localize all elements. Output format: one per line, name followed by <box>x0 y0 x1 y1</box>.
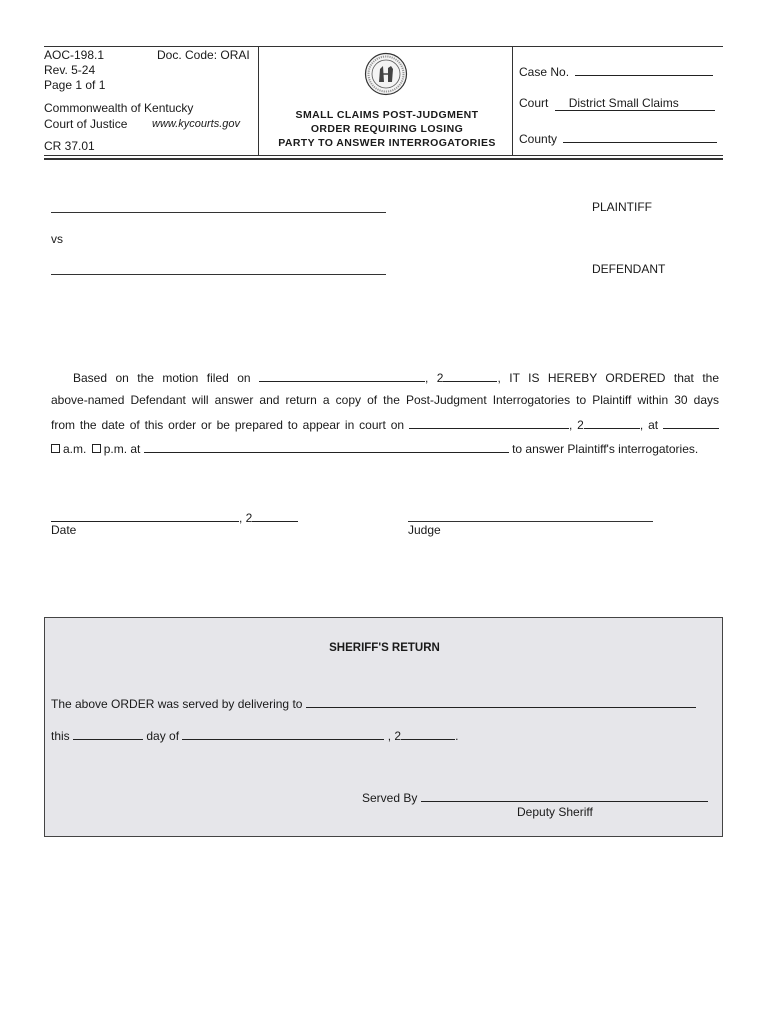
motion-year-field[interactable] <box>443 370 497 382</box>
case-number-row <box>519 64 713 79</box>
form-title-line-3: PARTY TO ANSWER INTERROGATORIES <box>278 137 496 149</box>
service-month-field[interactable] <box>182 728 384 740</box>
date-label: Date <box>51 523 77 537</box>
form-title-line-1: SMALL CLAIMS POST-JUDGMENT <box>295 109 479 121</box>
revision: Rev. 5-24 <box>44 63 96 77</box>
sheriffs-return-heading: SHERIFF'S RETURN <box>329 642 440 654</box>
served-by-field[interactable] <box>421 790 708 802</box>
website-link[interactable]: www.kycourts.gov <box>152 118 241 130</box>
header-bottom-rule-2 <box>44 158 723 160</box>
form-title-line-2: ORDER REQUIRING LOSING <box>310 123 464 135</box>
judge-signature-field[interactable] <box>408 521 653 522</box>
order-line-1 <box>51 370 719 385</box>
appearance-time-field[interactable] <box>663 417 719 429</box>
order-closing-text: to answer Plaintiff's interrogatories. <box>512 442 699 456</box>
service-year-prefix: , 2 <box>387 729 402 743</box>
service-day-field[interactable] <box>73 728 143 740</box>
order-motion-text: Based on the motion filed on <box>73 371 251 385</box>
signature-date-field[interactable] <box>51 510 239 522</box>
order-line-3 <box>51 417 719 432</box>
county-label: County <box>519 132 558 146</box>
am-label: a.m. <box>63 442 87 456</box>
court-field[interactable] <box>555 96 715 111</box>
pm-label: p.m. at <box>103 442 141 456</box>
defendant-label: DEFENDANT <box>592 262 666 276</box>
signature-year-prefix: , 2 <box>239 511 253 525</box>
court-value: District Small Claims <box>568 96 679 110</box>
judge-label: Judge <box>408 523 441 537</box>
served-delivering-row <box>51 696 696 711</box>
header-top-rule <box>44 46 723 47</box>
appearance-date-field[interactable] <box>409 417 569 429</box>
case-number-field[interactable] <box>575 64 713 76</box>
doc-code: Doc. Code: ORAI <box>157 48 250 62</box>
order-line-4 <box>51 441 719 456</box>
appearance-at-text: , at <box>639 418 659 432</box>
court-label: Court <box>519 96 549 110</box>
date-signature-row <box>51 510 298 525</box>
motion-date-field[interactable] <box>259 370 425 382</box>
order-ordered-text: , IT IS HEREBY ORDERED that the <box>497 371 719 385</box>
court-of-justice-label: Court of Justice <box>44 117 128 131</box>
sheriffs-return-box <box>44 617 723 837</box>
served-by-row <box>362 790 708 805</box>
rule-reference: CR 37.01 <box>44 139 95 153</box>
served-delivering-text: The above ORDER was served by delivering to <box>51 697 303 711</box>
order-year-prefix: , 2 <box>425 371 444 385</box>
kentucky-seal-icon <box>364 52 408 96</box>
header-divider-right <box>512 46 513 156</box>
form-number: AOC-198.1 <box>44 48 105 62</box>
served-to-field[interactable] <box>306 696 696 708</box>
commonwealth-label: Commonwealth of Kentucky <box>44 101 194 115</box>
service-year-field[interactable] <box>401 728 455 740</box>
appearance-year-field[interactable] <box>584 417 640 429</box>
order-line-2: above-named Defendant will answer and return a copy of the Post-Judgment Interrogatories to Plaintiff within 30 days <box>51 393 719 407</box>
form-title <box>262 108 512 150</box>
day-of-label: day of <box>146 729 180 743</box>
location-field[interactable] <box>144 441 509 453</box>
case-number-label: Case No. <box>519 65 570 79</box>
defendant-name-field[interactable] <box>51 274 386 275</box>
page-count: Page 1 of 1 <box>44 78 106 92</box>
service-date-row: this day of , 2 . <box>51 729 459 743</box>
served-by-label: Served By <box>362 791 418 805</box>
vs-label: vs <box>51 232 63 246</box>
county-row <box>519 131 717 146</box>
county-field[interactable] <box>563 131 717 143</box>
appearance-year-prefix: , 2 <box>568 418 584 432</box>
plaintiff-name-field[interactable] <box>51 212 386 213</box>
court-row <box>519 96 715 111</box>
plaintiff-label: PLAINTIFF <box>592 200 653 214</box>
order-appear-text: from the date of this order or be prepared to appear in court on <box>51 418 405 432</box>
deputy-sheriff-label: Deputy Sheriff <box>517 805 593 819</box>
pm-checkbox[interactable] <box>92 444 101 453</box>
this-label: this <box>51 729 70 743</box>
header-bottom-rule-1 <box>44 155 723 156</box>
am-checkbox[interactable] <box>51 444 60 453</box>
header-divider-left <box>258 46 259 156</box>
signature-year-field[interactable] <box>252 510 298 522</box>
